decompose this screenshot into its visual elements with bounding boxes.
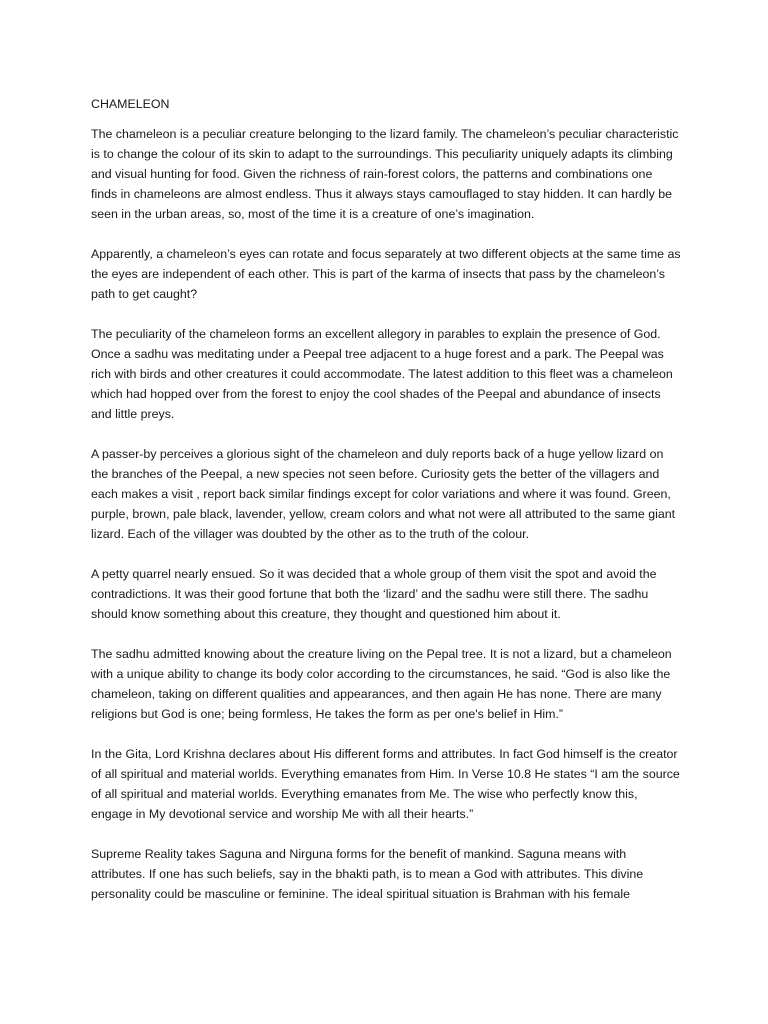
- paragraph: The chameleon is a peculiar creature belonging to the lizard family. The chameleon’s peculiar characteristic is to change the colour of its skin to adapt to the surroundings. This peculiarity uniquely adapts its climbing and visual hunting for food. Given the richness of rain-forest colors, the patterns and combinations one finds in chameleons are almost endless. Thus it always stays camouflaged to stay hidden. It can hardly be seen in the urban areas, so, most of the time it is a creature of one’s imagination.: [91, 127, 679, 221]
- paragraph: Supreme Reality takes Saguna and Nirguna forms for the benefit of mankind. Saguna means with attributes. If one has such beliefs, say in the bhakti path, is to mean a God with attributes. This divine personality could be masculine or feminine. The ideal spiritual situation is Brahman with his female: [91, 847, 644, 901]
- document-title: CHAMELEON: [91, 97, 170, 111]
- paragraph: The sadhu admitted knowing about the creature living on the Pepal tree. It is not a lizard, but a chameleon with a unique ability to change its body color according to the circumstances, he said. “God is also like the chameleon, taking on different qualities and appearances, and then again He has none. There are many religions but God is one; being formless, He takes the form as per one's belief in Him.”: [91, 647, 672, 721]
- paragraph: The peculiarity of the chameleon forms an excellent allegory in parables to explain the presence of God. Once a sadhu was meditating under a Peepal tree adjacent to a huge forest and a park. The Peepal was rich with birds and other creatures it could accommodate. The latest addition to this fleet was a chameleon which had hopped over from the forest to enjoy the cool shades of the Peepal and abundance of insects and little preys.: [91, 327, 673, 421]
- paragraph: A passer-by perceives a glorious sight of the chameleon and duly reports back of a huge yellow lizard on the branches of the Peepal, a new species not seen before. Curiosity gets the better of the villagers and each makes a visit , report back similar findings except for color variations and where it was found. Green, purple, brown, pale black, lavender, yellow, cream colors and what not were all attributed to the same giant lizard. Each of the villager was doubted by the other as to the truth of the colour.: [91, 447, 676, 541]
- paragraph: A petty quarrel nearly ensued. So it was decided that a whole group of them visit the spot and avoid the contradictions. It was their good fortune that both the ‘lizard’ and the sadhu were still there. The sadhu should know something about this creature, they thought and questioned him about it.: [91, 567, 657, 621]
- paragraph: In the Gita, Lord Krishna declares about His different forms and attributes. In fact God himself is the creator of all spiritual and material worlds. Everything emanates from Him. In Verse 10.8 He states “I am the source of all spiritual and material worlds. Everything emanates from Me. The wise who perfectly know this, engage in My devotional service and worship Me with all their hearts.”: [91, 747, 680, 821]
- document-body: [91, 94, 681, 924]
- paragraph: Apparently, a chameleon’s eyes can rotate and focus separately at two different objects at the same time as the eyes are independent of each other. This is part of the karma of insects that pass by the chameleon’s path to get caught?: [91, 247, 681, 301]
